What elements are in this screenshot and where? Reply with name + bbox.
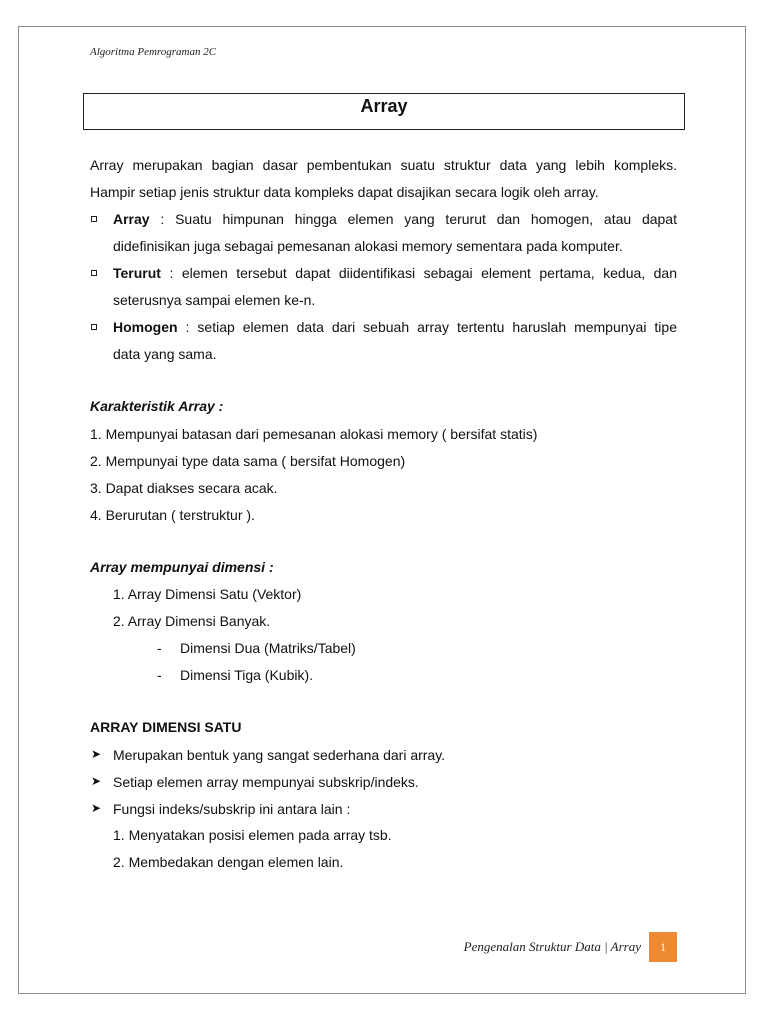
- list-item: Setiap elemen array mempunyai subskrip/indeks.: [113, 774, 419, 790]
- definition-term: Array: [113, 211, 150, 227]
- dash-glyph: -: [157, 667, 162, 683]
- arrow-bullet-icon: ➤: [91, 774, 102, 788]
- definition-array-line-2: didefinisikan juga sebagai pemesanan alokasi memory sementara pada komputer.: [113, 238, 623, 254]
- list-item: 2. Membedakan dengan elemen lain.: [113, 854, 344, 870]
- square-bullet-icon: [91, 216, 97, 222]
- dimensi-heading: Array mempunyai dimensi :: [90, 559, 274, 575]
- list-item: 1. Array Dimensi Satu (Vektor): [113, 586, 302, 602]
- sub-list-item: Dimensi Dua (Matriks/Tabel): [180, 640, 356, 656]
- square-bullet-icon: [91, 324, 97, 330]
- list-item: 1. Menyatakan posisi elemen pada array tsb.: [113, 827, 392, 843]
- intro-line-2: Hampir setiap jenis struktur data kompleks dapat disajikan secara logik oleh array.: [90, 184, 599, 200]
- intro-line-1: Array merupakan bagian dasar pembentukan suatu struktur data yang lebih kompleks.: [90, 157, 677, 173]
- running-footer: Pengenalan Struktur Data | Array: [463, 939, 641, 954]
- definition-term: Terurut: [113, 265, 161, 281]
- list-item: Fungsi indeks/subskrip ini antara lain :: [113, 801, 351, 817]
- list-item: 2. Array Dimensi Banyak.: [113, 613, 271, 629]
- list-item: 2. Mempunyai type data sama ( bersifat Homogen): [90, 453, 406, 469]
- list-item: 3. Dapat diakses secara acak.: [90, 480, 278, 496]
- page-title: Array: [360, 96, 408, 116]
- definition-text: : elemen tersebut dapat diidentifikasi sebagai element pertama, kedua, dan: [160, 265, 677, 281]
- definition-text: : Suatu himpunan hingga elemen yang terurut dan homogen, atau dapat: [149, 211, 677, 227]
- page-number-badge: 1: [649, 932, 677, 962]
- title-box: [83, 93, 685, 130]
- definition-homogen-line-2: data yang sama.: [113, 346, 217, 362]
- list-item: Merupakan bentuk yang sangat sederhana dari array.: [113, 747, 446, 763]
- running-header: Algoritma Pemrograman 2C: [90, 46, 217, 58]
- list-item: 4. Berurutan ( terstruktur ).: [90, 507, 255, 523]
- definition-terurut-line-1: [113, 264, 677, 282]
- arrow-bullet-icon: ➤: [91, 747, 102, 761]
- definition-homogen-line-1: [113, 318, 677, 336]
- dash-glyph: -: [157, 640, 162, 656]
- definition-text: : setiap elemen data dari sebuah array tertentu haruslah mempunyai tipe: [177, 319, 677, 335]
- section-heading: ARRAY DIMENSI SATU: [90, 719, 242, 735]
- karakteristik-heading: Karakteristik Array :: [90, 398, 224, 414]
- definition-terurut-line-2: seterusnya sampai elemen ke-n.: [113, 292, 316, 308]
- sub-list-item: Dimensi Tiga (Kubik).: [180, 667, 314, 683]
- definition-array-line-1: [113, 210, 677, 228]
- arrow-bullet-icon: ➤: [91, 801, 102, 815]
- list-item: 1. Mempunyai batasan dari pemesanan alokasi memory ( bersifat statis): [90, 426, 538, 442]
- square-bullet-icon: [91, 270, 97, 276]
- definition-term: Homogen: [113, 319, 178, 335]
